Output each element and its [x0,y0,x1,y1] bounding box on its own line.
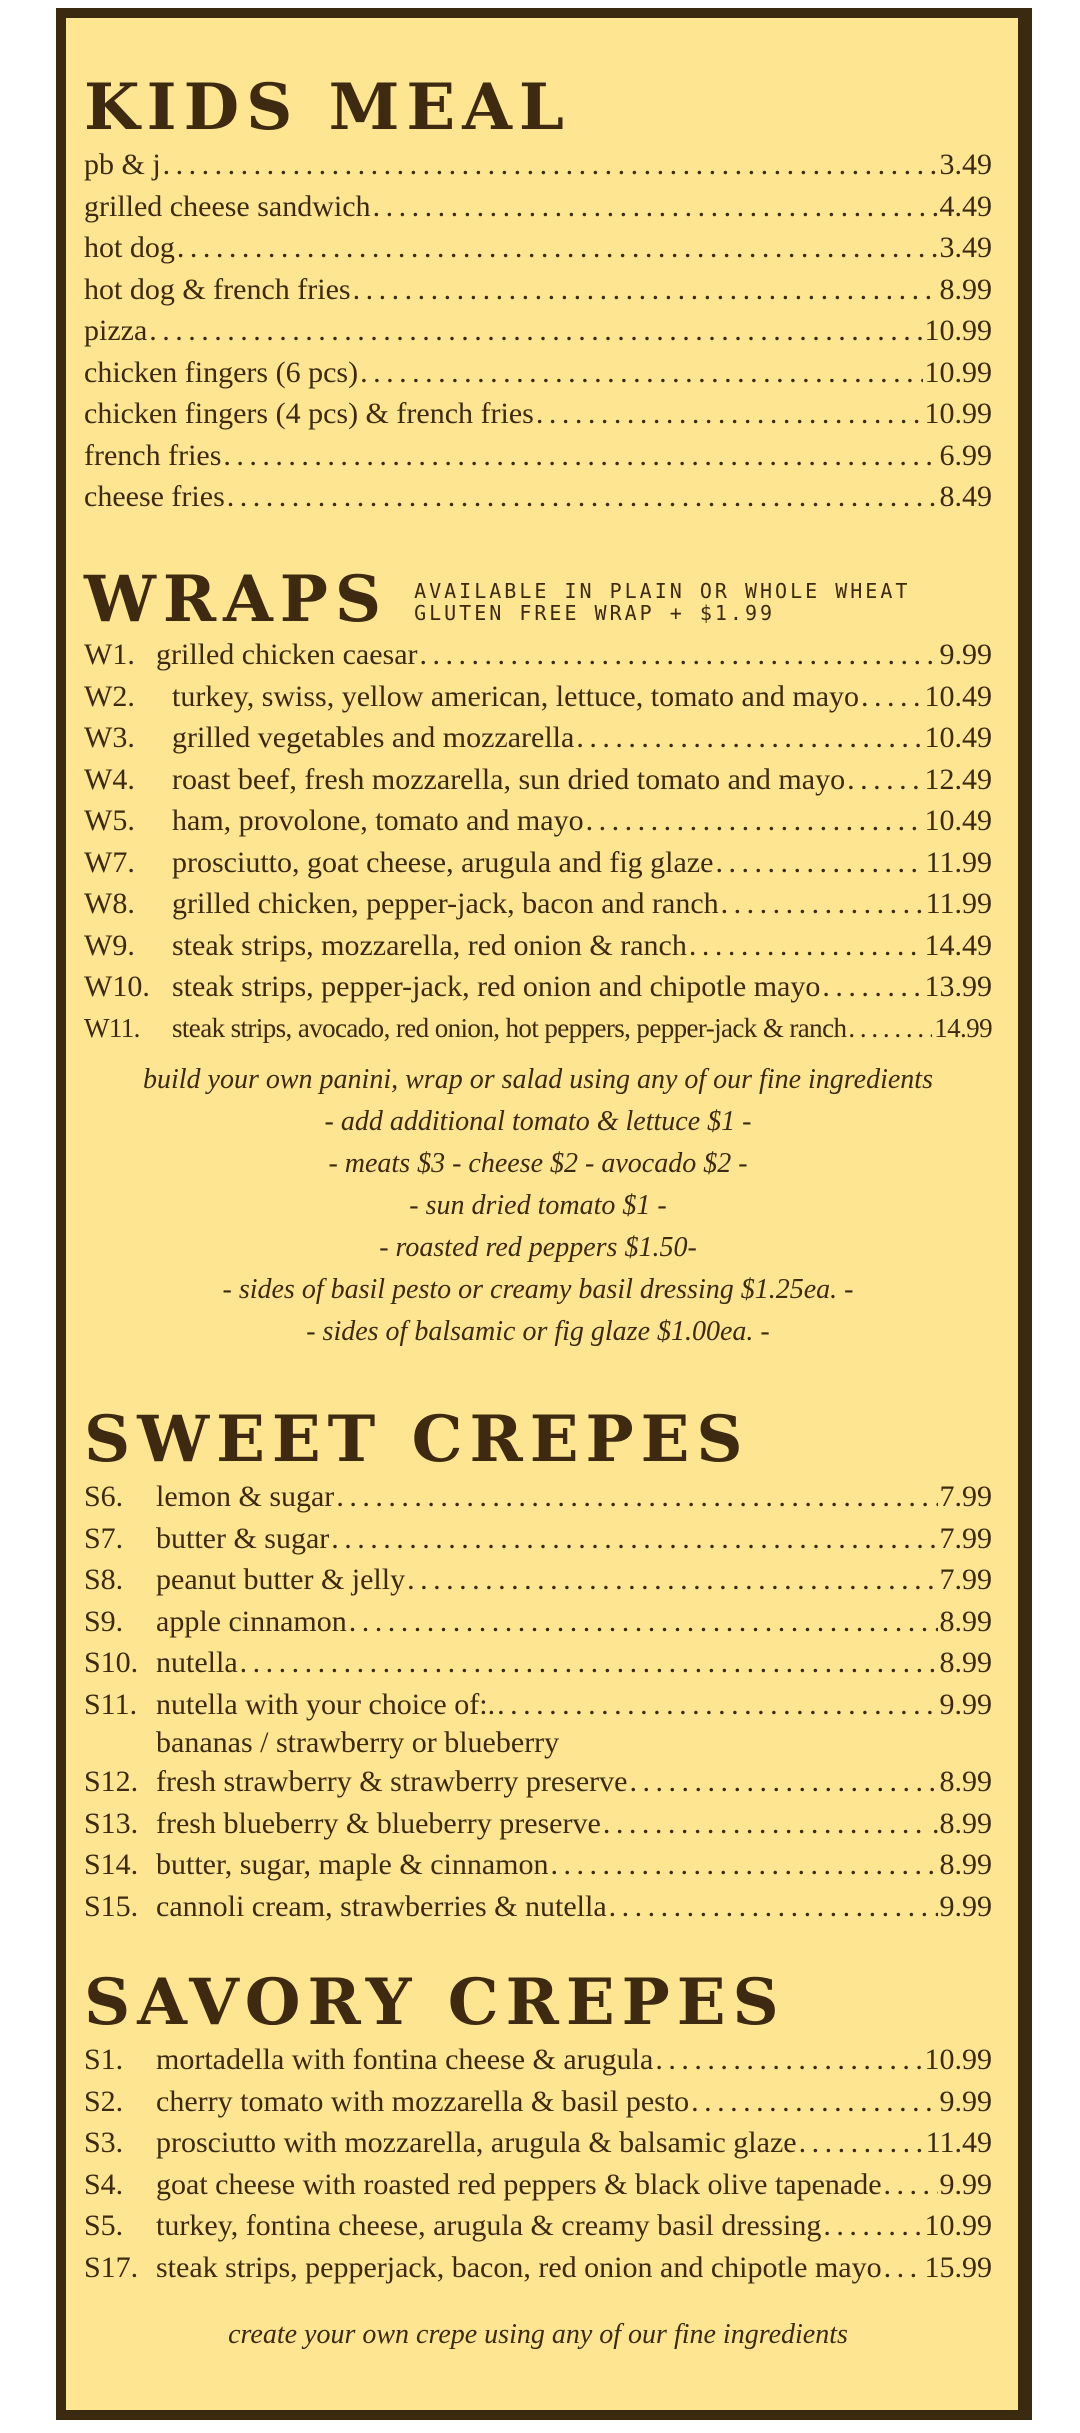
menu-item: W8. grilled chicken, pepper-jack, bacon and ranch . . . 11.99 [84,883,992,925]
sweet-crepes-section [84,1402,992,1927]
build-note: - add additional tomato & lettuce $1 - [324,1106,752,1137]
menu-item: S12. fresh strawberry & strawberry preserve . . . 8.99 [84,1761,992,1803]
build-note: - sides of balsamic or fig glaze $1.00ea. - [306,1316,770,1347]
create-your-own-note: create your own crepe using any of our fine ingredients [228,2319,848,2350]
menu-item: W4. roast beef, fresh mozzarella, sun dried tomato and mayo . . . 12.49 [84,759,992,801]
menu-item: french fries . . . 6.99 [84,435,992,477]
menu-item: cheese fries . . . 8.49 [84,476,992,518]
menu-item: S8. peanut butter & jelly . . . 7.99 [84,1559,992,1601]
menu-item: S17. steak strips, pepperjack, bacon, red onion and chipotle mayo . . . 15.99 [84,2247,992,2289]
menu-item: S6. lemon & sugar . . . 7.99 [84,1476,992,1518]
wraps-options-note: AVAILABLE IN PLAIN OR WHOLE WHEAT GLUTEN FREE WRAP + $1.99 [414,579,911,625]
menu-item: W2. turkey, swiss, yellow american, lettuce, tomato and mayo . . . 10.49 [84,676,992,718]
savory-crepes-section [84,1965,992,2356]
menu-item: W1. grilled chicken caesar . . . 9.99 [84,634,992,676]
menu-item: pizza . . . 10.99 [84,310,992,352]
menu-item: W7. prosciutto, goat cheese, arugula and fig glaze . . . 11.99 [84,842,992,884]
build-note: - roasted red peppers $1.50- [379,1232,697,1263]
build-your-own-notes [84,1059,992,1353]
menu-item: grilled cheese sandwich . . . 4.49 [84,186,992,228]
menu-item: S7. butter & sugar . . . 7.99 [84,1518,992,1560]
menu-item: W5. ham, provolone, tomato and mayo . . . 10.49 [84,800,992,842]
wraps-section [84,562,992,1353]
menu-item: hot dog . . . 3.49 [84,227,992,269]
menu-item: W9. steak strips, mozzarella, red onion & ranch . . . 14.49 [84,925,992,967]
menu-item: W3. grilled vegetables and mozzarella . . . 10.49 [84,717,992,759]
sweet-crepes-title: SWEET CREPES [84,1402,750,1477]
menu-item-subline: bananas / strawberry or blueberry [156,1726,560,1759]
menu-item: S15. cannoli cream, strawberries & nutella . . . 9.99 [84,1886,992,1928]
menu-item: hot dog & french fries . . . 8.99 [84,269,992,311]
menu-item: chicken fingers (4 pcs) & french fries . . . 10.99 [84,393,992,435]
build-note: - meats $3 - cheese $2 - avocado $2 - [328,1148,748,1179]
menu-item: S10. nutella . . . 8.99 [84,1642,992,1684]
kids-meal-section [84,70,992,518]
build-note: - sides of basil pesto or creamy basil dressing $1.25ea. - [222,1274,854,1305]
menu-item: S2. cherry tomato with mozzarella & basil pesto . . . 9.99 [84,2081,992,2123]
menu-item: W10. steak strips, pepper-jack, red onion and chipotle mayo . . . 13.99 [84,966,992,1008]
menu-item: S5. turkey, fontina cheese, arugula & creamy basil dressing . . . 10.99 [84,2205,992,2247]
menu-item: S1. mortadella with fontina cheese & arugula . . . 10.99 [84,2039,992,2081]
menu-item: W11. steak strips, avocado, red onion, hot peppers, pepper-jack & ranch . . . 14.99 [84,1008,992,1050]
kids-meal-title: KIDS MEAL [84,70,571,145]
menu-item: S9. apple cinnamon . . . 8.99 [84,1601,992,1643]
menu-item: S11. nutella with your choice of:. . . . 9.99 [84,1684,992,1726]
savory-crepes-title: SAVORY CREPES [84,1965,786,2040]
wraps-header [84,562,992,637]
build-note: - sun dried tomato $1 - [409,1190,667,1221]
menu-item: S3. prosciutto with mozzarella, arugula & balsamic glaze . . . 11.49 [84,2122,992,2164]
menu-item: S14. butter, sugar, maple & cinnamon . . . 8.99 [84,1844,992,1886]
menu-item: pb & j . . . 3.49 [84,144,992,186]
wraps-title: WRAPS [84,562,389,637]
menu-item: S13. fresh blueberry & blueberry preserve . . . .8.99 [84,1803,992,1845]
menu-item: S4. goat cheese with roasted red peppers & black olive tapenade . . . 9.99 [84,2164,992,2206]
build-note: build your own panini, wrap or salad using any of our fine ingredients [143,1064,933,1095]
menu-board [56,8,1032,2420]
menu-item: chicken fingers (6 pcs) . . . 10.99 [84,352,992,394]
